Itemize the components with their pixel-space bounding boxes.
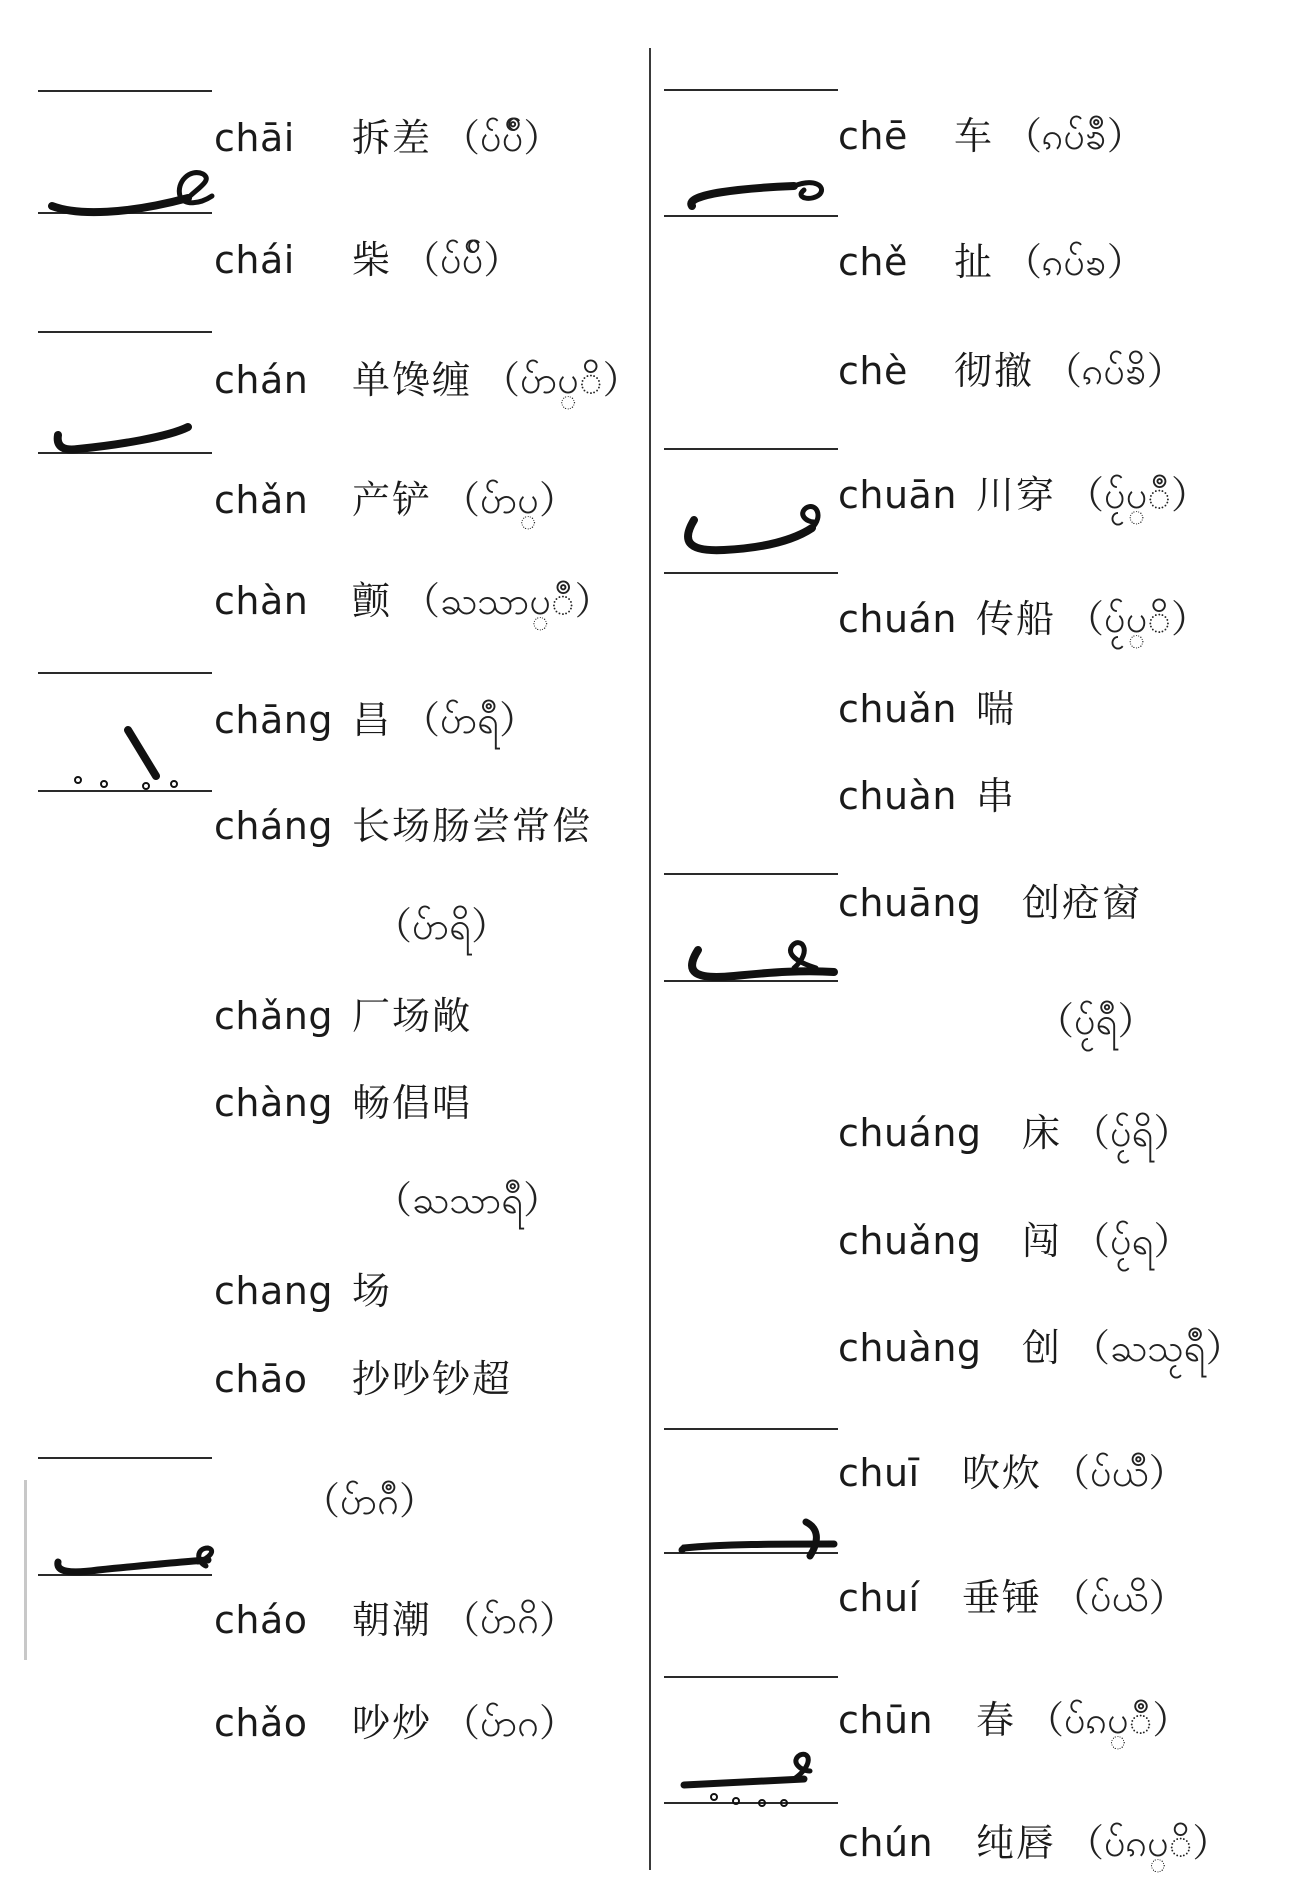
script-form: （ပ်ပ်ိ） xyxy=(402,238,522,282)
entry-row xyxy=(838,1575,1187,1621)
shorthand-glyph-chuang xyxy=(664,930,839,1000)
entry-row xyxy=(838,773,1016,819)
pinyin: chuàng xyxy=(838,1326,982,1370)
pinyin: chuǎng xyxy=(838,1219,982,1263)
script-form: （ပ်ာရဳ） xyxy=(402,698,538,742)
hanzi: 吹炊 xyxy=(962,1451,1043,1495)
hanzi: 纯唇 xyxy=(976,1821,1057,1865)
pinyin: chǎng xyxy=(214,994,333,1038)
hanzi: 朝潮 xyxy=(352,1598,433,1642)
script-continuation: （ပ်ႂရဳ） xyxy=(1036,999,1156,1043)
hanzi: 吵炒 xyxy=(352,1701,433,1745)
entry-row xyxy=(214,477,577,523)
script-form: （ႀသာပ္ဳ） xyxy=(402,579,613,623)
hanzi: 创 xyxy=(1022,1326,1063,1370)
script-form: （ပ်ာပ္ိ） xyxy=(482,358,641,402)
pinyin: chái xyxy=(214,238,295,282)
pinyin: chē xyxy=(838,114,908,158)
entry-row xyxy=(838,239,1145,285)
left-rule-2a xyxy=(38,331,212,333)
script-form: （ပ်ႂရ） xyxy=(1072,1219,1192,1263)
shorthand-glyph-chai xyxy=(38,160,213,230)
script-form: （ပ်ႂပ္ိ） xyxy=(1066,597,1209,641)
shorthand-glyph-chang xyxy=(38,720,213,790)
shorthand-glyph-chan xyxy=(38,405,213,475)
script-form: （ပ်ယဳ） xyxy=(1052,1451,1187,1495)
entry-row xyxy=(214,993,472,1039)
hanzi: 春 xyxy=(976,1698,1017,1742)
shorthand-glyph-che xyxy=(664,160,839,230)
entry-row xyxy=(838,1218,1192,1264)
hanzi: 车 xyxy=(954,114,995,158)
script-form: （ပ်ယိ） xyxy=(1052,1576,1187,1620)
right-rule-3a xyxy=(664,873,838,875)
left-rule-4a xyxy=(38,1457,212,1459)
pinyin: chún xyxy=(838,1821,934,1865)
right-rule-5a xyxy=(664,1676,838,1678)
hanzi: 喘 xyxy=(976,687,1017,731)
entry-row xyxy=(838,472,1209,518)
pinyin: chuán xyxy=(838,597,957,641)
entry-row xyxy=(214,1268,392,1314)
hanzi: 川穿 xyxy=(976,473,1057,517)
pinyin: chuǎn xyxy=(838,687,957,731)
script-form: （ပ်ာပ္） xyxy=(442,478,577,522)
pinyin: chuáng xyxy=(838,1111,982,1155)
hanzi: 闯 xyxy=(1022,1219,1063,1263)
pinyin: chuāng xyxy=(838,881,982,925)
pinyin: cháng xyxy=(214,804,333,848)
entry-row xyxy=(838,686,1016,732)
script-form: （ပ်ၵပ္ိ） xyxy=(1066,1821,1231,1865)
hanzi: 柴 xyxy=(352,238,393,282)
hanzi: 拆差 xyxy=(352,116,433,160)
hanzi: 昌 xyxy=(352,698,393,742)
entry-row xyxy=(214,115,561,161)
entry-row xyxy=(214,697,537,743)
shorthand-glyph-chao xyxy=(38,1520,213,1590)
script-form: （ပ်ာဂိ） xyxy=(442,1598,578,1642)
right-rule-2a xyxy=(664,448,838,450)
pinyin: chuān xyxy=(838,473,957,517)
script-form: （ၵပ်ၶိ） xyxy=(1044,349,1185,393)
entry-row xyxy=(838,1325,1244,1371)
script-form: （ပ်ၵပ္ဳ） xyxy=(1026,1698,1191,1742)
pinyin: chè xyxy=(838,349,908,393)
right-rule-1a xyxy=(664,89,838,91)
pinyin: chuàn xyxy=(838,774,957,818)
hanzi: 单馋缠 xyxy=(352,358,473,402)
script-form: （ပ်ႂရိ） xyxy=(1072,1111,1192,1155)
hanzi: 畅倡唱 xyxy=(352,1081,473,1125)
pinyin: chán xyxy=(214,358,309,402)
hanzi: 颤 xyxy=(352,579,393,623)
right-rule-4a xyxy=(664,1428,838,1430)
pinyin: chuí xyxy=(838,1576,920,1620)
entry-row xyxy=(214,357,641,403)
pinyin: chang xyxy=(214,1269,333,1313)
pinyin: chāo xyxy=(214,1357,308,1401)
column-divider xyxy=(649,48,651,1870)
entry-row xyxy=(838,1697,1190,1743)
pinyin: chūn xyxy=(838,1698,934,1742)
pinyin: chǎn xyxy=(214,478,309,522)
hanzi: 创疮窗 xyxy=(1022,881,1143,925)
entry-row xyxy=(214,803,592,849)
scan-edge-mark xyxy=(24,1480,27,1660)
script-continuation: （ပ်ာဂဳ） xyxy=(302,1479,438,1523)
hanzi: 床 xyxy=(1022,1111,1063,1155)
right-rule-2b xyxy=(664,572,838,574)
hanzi: 彻撤 xyxy=(954,349,1035,393)
entry-row xyxy=(214,1597,577,1643)
hanzi: 产铲 xyxy=(352,478,433,522)
entry-row xyxy=(838,348,1185,394)
script-form: （ႀသႂရဳ） xyxy=(1072,1326,1244,1370)
pinyin: chuī xyxy=(838,1451,920,1495)
entry-row xyxy=(838,1110,1192,1156)
entry-row xyxy=(838,596,1209,642)
entry-row xyxy=(214,237,521,283)
hanzi: 垂锤 xyxy=(962,1576,1043,1620)
entry-row xyxy=(838,880,1142,926)
entry-row xyxy=(838,113,1145,159)
left-rule-3b xyxy=(38,790,212,792)
hanzi: 串 xyxy=(976,774,1017,818)
entry-row xyxy=(214,1080,472,1126)
pinyin: chǎo xyxy=(214,1701,308,1745)
script-continuation: （ပ်ာရိ） xyxy=(374,904,510,948)
pinyin: chāi xyxy=(214,116,295,160)
left-rule-3a xyxy=(38,672,212,674)
pinyin: chě xyxy=(838,240,908,284)
pinyin: chàn xyxy=(214,579,309,623)
entry-row xyxy=(214,1356,512,1402)
left-rule-1a xyxy=(38,90,212,92)
hanzi: 传船 xyxy=(976,597,1057,641)
script-form: （ပ်ႂပ္ဳ） xyxy=(1066,473,1209,517)
entry-row xyxy=(214,1700,577,1746)
hanzi: 厂场敞 xyxy=(352,994,473,1038)
pinyin: chàng xyxy=(214,1081,333,1125)
pinyin: chāng xyxy=(214,698,333,742)
script-form: （ပ်ပ်ဳ） xyxy=(442,116,562,160)
entry-row xyxy=(838,1820,1230,1866)
hanzi: 长场肠尝常偿 xyxy=(352,804,593,848)
hanzi: 场 xyxy=(352,1269,393,1313)
shorthand-glyph-chuan xyxy=(664,500,839,570)
script-form: （ၵပ်ၶ） xyxy=(1004,240,1145,284)
hanzi: 抄吵钞超 xyxy=(352,1357,513,1401)
pinyin: cháo xyxy=(214,1598,308,1642)
entry-row xyxy=(214,578,613,624)
shorthand-glyph-chui xyxy=(664,1500,839,1570)
script-form: （ၵပ်ၶဳ） xyxy=(1004,114,1145,158)
entry-row xyxy=(838,1450,1187,1496)
script-continuation: （ႀသာရဳ） xyxy=(374,1178,562,1222)
shorthand-glyph-chun xyxy=(664,1745,839,1815)
hanzi: 扯 xyxy=(954,240,995,284)
script-form: （ပ်ာဂ） xyxy=(442,1701,578,1745)
